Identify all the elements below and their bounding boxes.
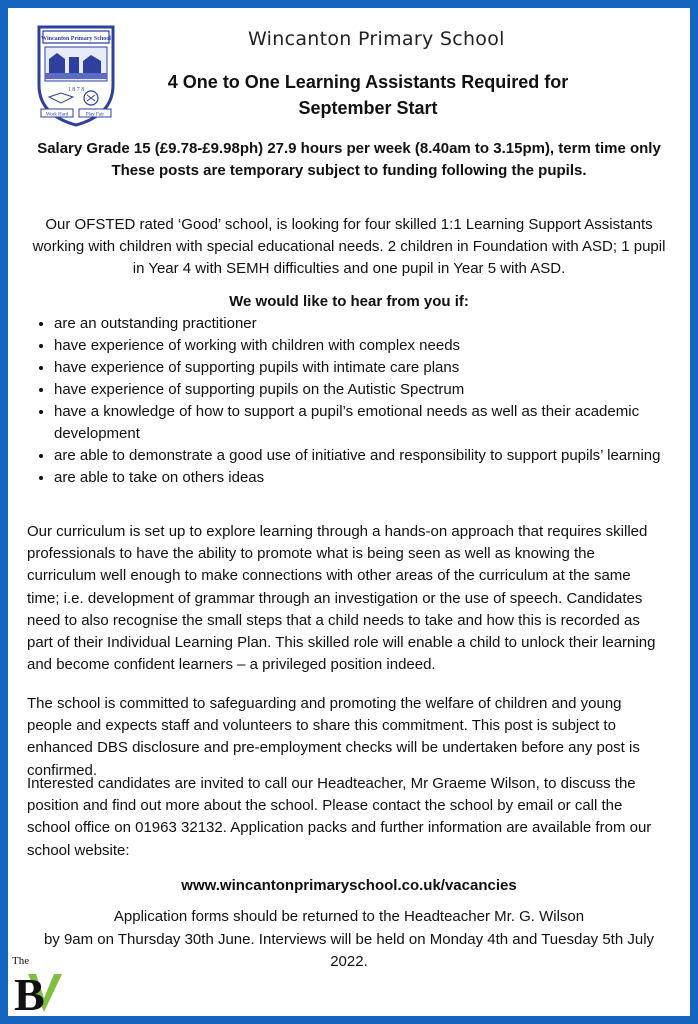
list-item: • are able to demonstrate a good use of initiative and responsibility to support pupils’ learning bbox=[54, 445, 674, 467]
crest-motto-left: Work Hard bbox=[45, 112, 69, 118]
crest-motto-right: Play Fair bbox=[85, 112, 105, 118]
job-headline bbox=[148, 69, 588, 121]
school-name: Wincanton Primary School bbox=[248, 28, 505, 50]
closing-notice bbox=[30, 906, 668, 974]
list-item: • are an outstanding practitioner bbox=[54, 313, 674, 335]
intro-paragraph: Our OFSTED rated ‘Good’ school, is looking for four skilled 1:1 Learning Support Assistants working with children with special educational needs. 2 children in Foundation with ASD; 1 pupil in Year 4 with SEMH difficulties and one pupil in Year 5 with ASD. bbox=[32, 216, 666, 277]
curriculum-paragraph: Our curriculum is set up to explore learning through a hands-on approach that requires skilled professionals to have the ability to promote what is being seen as well as knowing the curriculum well enough to make connections with other areas of the curriculum at the same time; i.e. development of grammar through an investigation or the use of speech. Candidates need to also recognise the small steps that a child needs to take and how this is recorded as part of their Individual Learning Plan. This skilled role will enable a child to unlock their learning and become confident learners – a privileged position indeed. bbox=[27, 523, 656, 674]
contact-paragraph: Interested candidates are invited to call our Headteacher, Mr Graeme Wilson, to discuss the position and find out more about the school. Please contact the school by email or call the school office on 01963 32132. Application packs and further information are available from our school website: bbox=[27, 775, 652, 859]
requirements-list bbox=[32, 313, 674, 489]
list-item: • are able to take on others ideas bbox=[54, 467, 674, 489]
logo-letter: B bbox=[14, 969, 45, 1014]
safeguarding-paragraph: The school is committed to safeguarding and promoting the welfare of children and young people and expects staff and volunteers to share this commitment. This post is subject to enhanced DBS disclosure and pre-employment checks will be undertaken before any post is confirmed. bbox=[27, 695, 640, 779]
list-item: • have experience of supporting pupils on the Autistic Spectrum bbox=[54, 379, 674, 401]
closing-line-1: Application forms should be returned to the Headteacher Mr. G. Wilson bbox=[113, 908, 585, 925]
salary-line: Salary Grade 15 (£9.78-£9.98ph) 27.9 hours per week (8.40am to 3.15pm), term time only bbox=[37, 140, 661, 157]
salary-details bbox=[12, 138, 686, 182]
list-item: • have a knowledge of how to support a pupil’s emotional needs as well as their academic development bbox=[54, 401, 674, 445]
closing-line-2: by 9am on Thursday 30th June. Interviews will be held on Monday 4th and Tuesday 5th July 2022. bbox=[43, 930, 655, 970]
list-item: • have experience of supporting pupils with intimate care plans bbox=[54, 357, 674, 379]
crest-banner-text: Wincanton Primary School bbox=[41, 36, 111, 42]
logo-small-text: The bbox=[12, 955, 30, 967]
bv-logo-icon bbox=[10, 952, 70, 1014]
school-crest-icon bbox=[35, 23, 117, 129]
website-link[interactable]: www.wincantonprimaryschool.co.uk/vacancies bbox=[181, 877, 517, 894]
advert-page bbox=[8, 8, 690, 1016]
list-item: • have experience of working with children with complex needs bbox=[54, 335, 674, 357]
requirements-heading: We would like to hear from you if: bbox=[229, 293, 469, 310]
headline-line-1: 4 One to One Learning Assistants Required for bbox=[167, 72, 569, 92]
headline-line-2: September Start bbox=[298, 98, 438, 118]
crest-year-text: 1 8 7 8 bbox=[67, 87, 85, 93]
temporary-note: These posts are temporary subject to funding following the pupils. bbox=[111, 162, 587, 179]
